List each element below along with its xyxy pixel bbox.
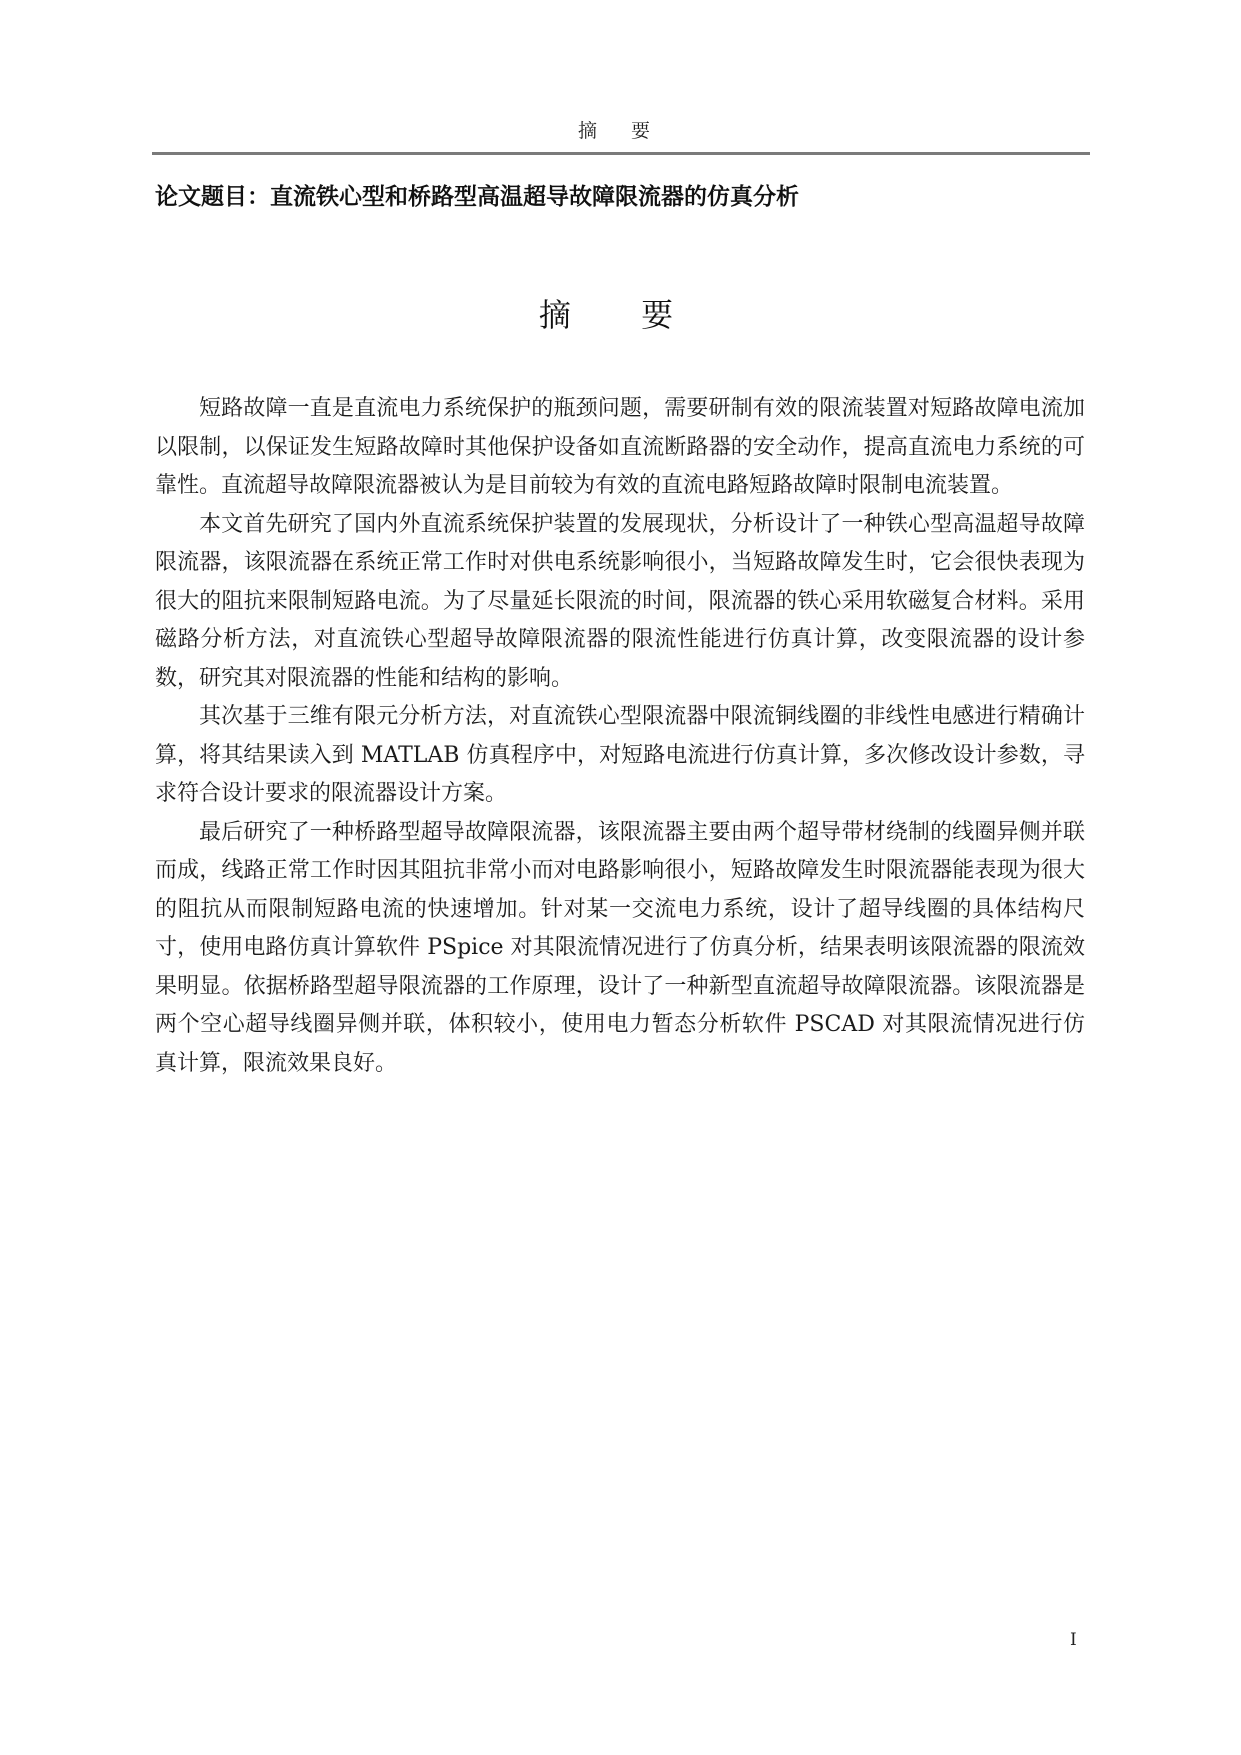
abstract-paragraph: 其次基于三维有限元分析方法，对直流铁心型限流器中限流铜线圈的非线性电感进行精确计算，将其结果读入到 MATLAB 仿真程序中，对短路电流进行仿真计算，多次修改设计参数，寻求符合设计要求的限流器设计方案。	[155, 704, 1085, 806]
running-header: 摘 要	[577, 120, 665, 142]
abstract-paragraph: 最后研究了一种桥路型超导故障限流器，该限流器主要由两个超导带材绕制的线圈异侧并联而成，线路正常工作时因其阻抗非常小而对电路影响很小，短路故障发生时限流器能表现为很大的阻抗从而限制短路电流的快速增加。针对某一交流电力系统，设计了超导线圈的具体结构尺寸，使用电路仿真计算软件 PSpice 对其限流情况进行了仿真分析，结果表明该限流器的限流效果明显。依据桥路型超导限流器的工作原理，设计了一种新型直流超导故障限流器。该限流器是两个空心超导线圈异侧并联，体积较小，使用电力暂态分析软件 PSCAD 对其限流情况进行仿真计算，限流效果良好。	[155, 819, 1085, 1076]
page-number: I	[1070, 1630, 1077, 1650]
abstract-heading: 摘 要	[538, 296, 704, 334]
abstract-paragraph: 本文首先研究了国内外直流系统保护装置的发展现状，分析设计了一种铁心型高温超导故障限流器，该限流器在系统正常工作时对供电系统影响很小，当短路故障发生时，它会很快表现为很大的阻抗来限制短路电流。为了尽量延长限流的时间，限流器的铁心采用软磁复合材料。采用磁路分析方法，对直流铁心型超导故障限流器的限流性能进行仿真计算，改变限流器的设计参数，研究其对限流器的性能和结构的影响。	[155, 511, 1085, 691]
abstract-paragraph: 短路故障一直是直流电力系统保护的瓶颈问题，需要研制有效的限流装置对短路故障电流加以限制，以保证发生短路故障时其他保护设备如直流断路器的安全动作，提高直流电力系统的可靠性。直流超导故障限流器被认为是目前较为有效的直流电路短路故障时限制电流装置。	[155, 396, 1085, 498]
thesis-title: 论文题目：直流铁心型和桥路型高温超导故障限流器的仿真分析	[155, 184, 799, 210]
header-divider	[152, 152, 1090, 155]
abstract-body	[155, 390, 1085, 1083]
